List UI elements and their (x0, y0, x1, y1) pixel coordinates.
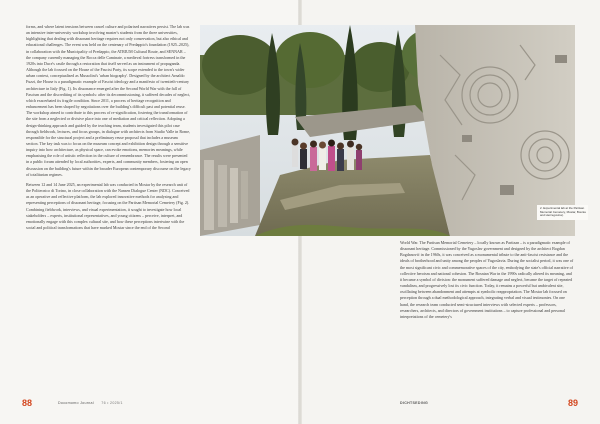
journal-title: Docomomo Journal (58, 401, 94, 405)
page-number-right: 89 (568, 398, 579, 408)
partisan-cemetery-photo (200, 25, 575, 236)
left-paragraph-1: forms, and where latent tensions between cancel culture and polarised narratives persist. The lab was an intensive inter-university workshop involving master's students from the three universities, highlighting that dealing with dissonant heritage requires not only conservation, but also ethical and educational challenges. The event was held on the centenary of Predappio's foundation (1925–2025), in collaboration with the Municipality of Predappio, the ATRIUM Cultural Route, and SENNAR – the company currently managing the Rocca delle Caminate, a medieval fortress transformed in the 1920s into Duce's castle through a restoration that itself served as an instrument of propaganda. Although the lab focused on the House of the Fascist Party, its scope extended to the town's wider urban context, conceptualised as Mussolini's 'urban biography'. Designed by the architect Arnaldo Fuzzi, the House is a paradigmatic example of Fascist ideology and a manifesto of twentieth-century architecture in Italy (Fig. 1). Its dissonance emerged after the Second World War with the fall of Fascism and the discrediting of its symbols: after its decommissioning, it suffered decades of neglect, which exacerbated its fragile condition. Since 2011, a process of heritage recognition and enhancement has been shaped by negotiations over the building's difficult past and potential reuse. The workshop aimed to contribute to this process of re-signification, fostering the transformation of the site from a neglected or divisive place into one of mediation and critical reflection. Adopting a design-thinking approach and guided by the teaching team, students investigated this pilot case through fieldwork, lectures, and focus groups, in dialogue with architects from Studio Valle in Rome, responsible for the structural project and a preliminary reuse proposal that includes a museum section. The key task was to focus on the museum concept and exhibition design through a sensitive inquiry into how architecture, as physical space, can evoke emotions, memories meanings, while emphasising the role of artistic reflection in the culture of remembrance. The results were presented in a public forum attended by local authorities, experts, and community members, fostering an open discussion on the building's future within the broader European contemporary discourse on the legacy of totalitarian regimes. (26, 24, 191, 177)
left-text-column (26, 24, 191, 235)
running-footer-right: DICHTSEDING (400, 401, 429, 405)
running-footer-left (58, 401, 123, 405)
left-paragraph-2: Between 12 and 14 June 2025, an experimental lab was conducted in Mostar by the research unit of the Politecnico di Torino, in close collaboration with the Nansen Dialogue Center (NDC). Conceived as an operative and reflective platform, the lab explored innovative methods for analysing and representing perceptions of dissonant heritage, focusing on the Partisan Memorial Cemetery (Fig. 2). Combining fieldwork, interviews, and visual experimentation, it sought to investigate how local stakeholders – experts, institutional representatives, and young citizens – perceive, interpret, and emotionally engage with this complex cultural site, and how these perceptions intertwine with the social and political transformations that have marked Mostar since the end of the Second (26, 181, 190, 230)
right-text-column (400, 240, 574, 324)
right-paragraph-1: World War. The Partisan Memorial Cemetery – locally known as Partizan – is a paradigmatic example of dissonant heritage. Commissioned by the Yugoslav government and designed by the architect Bogdan Bogdanović in the 1960s, it was conceived as a monumental tribute to the anti-fascist resistance and the ideals of brotherhood and unity among the peoples of Yugoslavia. During the socialist period, it was one of the most significant civic and commemorative spaces of the city, embodying the state's official narrative of collective heroism and national cohesion. The Bosnian War in the 1990s radically altered its meaning, and it became a symbol of division: the monument suffered damage and neglect, became the target of repeated vandalism, and progressively lost its civic function. Today, it remains a powerful but ambivalent site, oscillating between abandonment and attempts at symbolic reappropriation. The Mostar lab focused on perception through a dual methodological approach, integrating verbal and visual testimonies. On one hand, the research team conducted semi-structured interviews with selected experts – professors, researchers, architects, and directors of government institutions – to capture professional and personal interpretations of the cemetery's (400, 240, 574, 319)
page-number-left: 88 (22, 398, 33, 408)
issue-label: 76 • 2025/1 (101, 401, 123, 405)
photo-caption: 2. Experimental lab at the Partisan Memorial Cemetery, Mostar, Bosnia and Herzegovina). (537, 205, 588, 220)
